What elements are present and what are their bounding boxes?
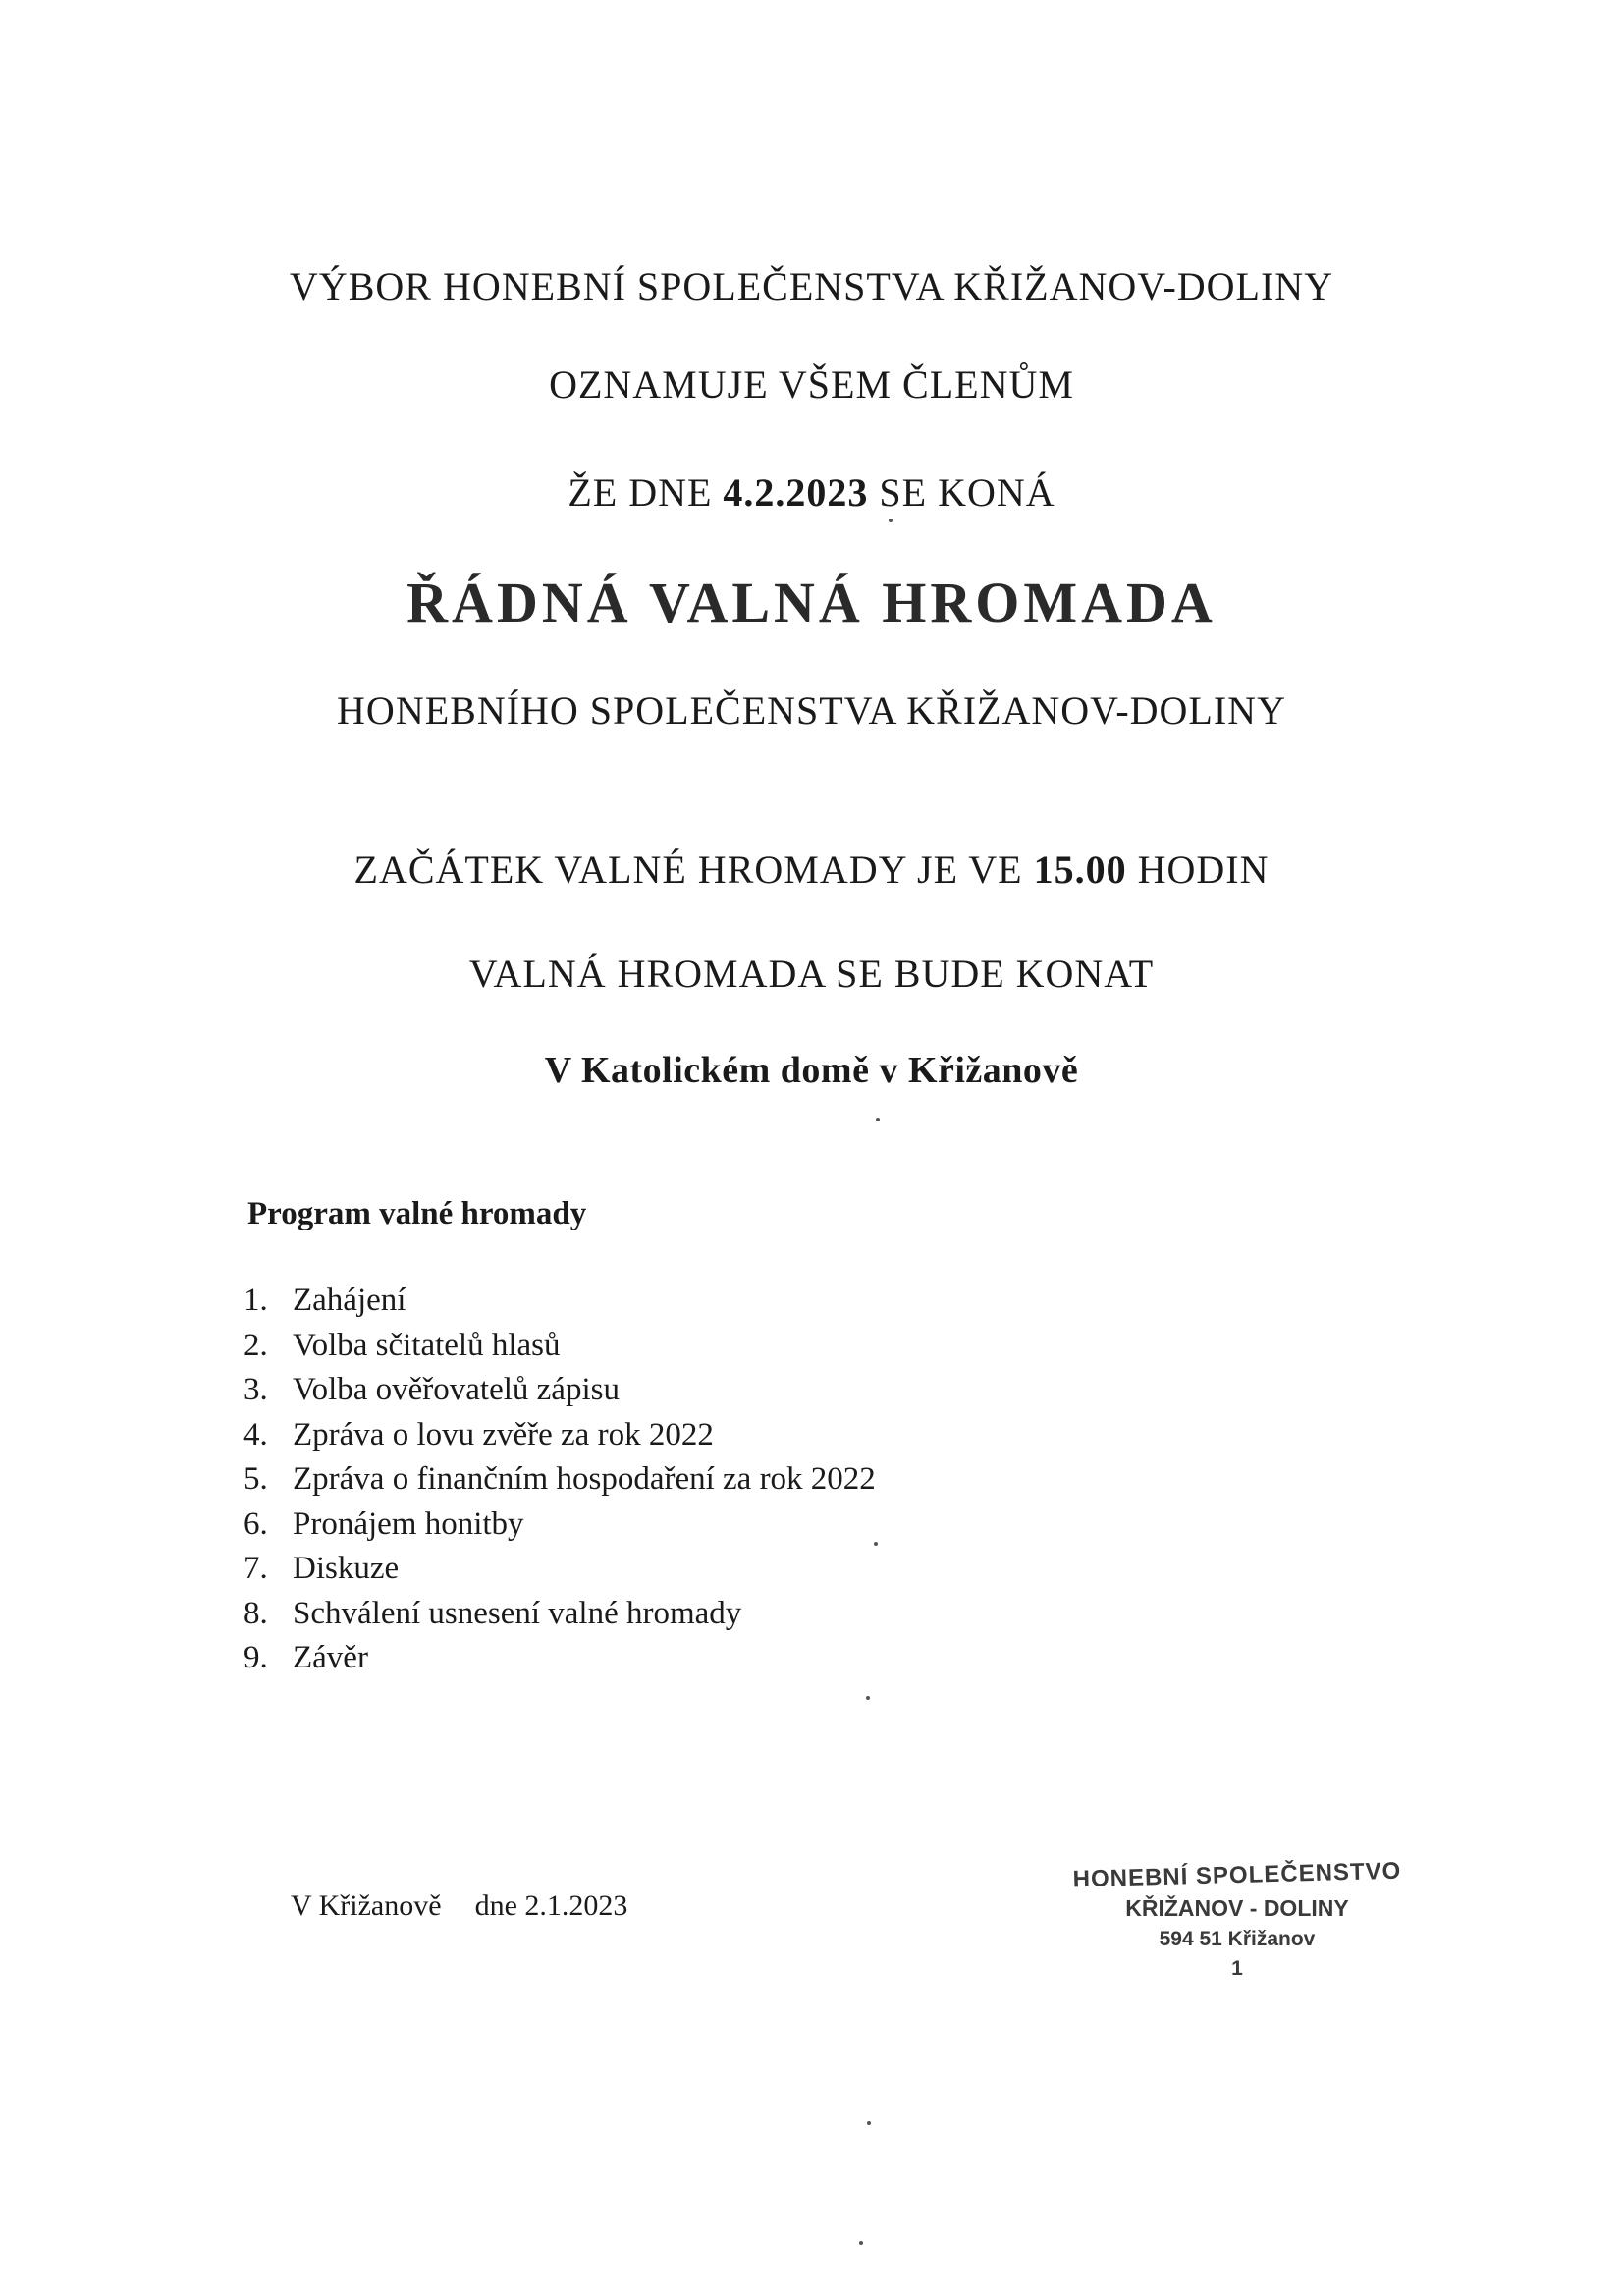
agenda-item [243, 1592, 876, 1637]
agenda-item [243, 1413, 876, 1458]
agenda-list [243, 1279, 876, 1681]
agenda-item-text: Diskuze [293, 1551, 400, 1586]
venue-line: V Katolickém domě v Křižanově [544, 1050, 1079, 1091]
stamp-line-number: 1 [1231, 1957, 1243, 1980]
agenda-item [243, 1324, 876, 1369]
footer-date: dne 2.1.2023 [474, 1889, 628, 1922]
agenda-item-text: Zpráva o lovu zvěře za rok 2022 [293, 1416, 714, 1452]
footer-place: V Křižanově [291, 1889, 442, 1922]
stamp-line-locality: KŘIŽANOV - DOLINY [1125, 1895, 1349, 1921]
agenda-item-text: Pronájem honitby [293, 1505, 524, 1542]
stamp-line-name: HONEBNÍ SPOLEČENSTVO [1072, 1857, 1402, 1893]
meeting-date: 4.2.2023 [723, 470, 869, 515]
agenda-item-text: Závěr [293, 1640, 368, 1675]
agenda-item [243, 1503, 876, 1548]
stamp-line-postcode: 594 51 Křižanov [1159, 1928, 1316, 1950]
agenda-item-number: 7. [243, 1551, 268, 1586]
committee-line: VÝBOR HONEBNÍ SPOLEČENSTVA KŘIŽANOV-DOLINY [289, 264, 1334, 308]
venue-intro-line: VALNÁ HROMADA SE BUDE KONAT [468, 952, 1155, 996]
society-line: HONEBNÍHO SPOLEČENSTVA KŘIŽANOV-DOLINY [337, 688, 1286, 733]
date-line-prefix: ŽE DNE [568, 470, 724, 515]
scan-speck [889, 519, 893, 522]
signature-place-date [291, 1889, 627, 1923]
agenda-item [243, 1636, 876, 1681]
start-time: 15.00 [1033, 847, 1127, 892]
agenda-item-text: Schválení usnesení valné hromady [293, 1595, 742, 1631]
scan-speck [876, 1118, 880, 1121]
agenda-item-number: 4. [243, 1416, 268, 1452]
agenda-item-text: Volba sčitatelů hlasů [293, 1327, 561, 1363]
start-time-suffix: HODIN [1126, 847, 1270, 892]
program-title: Program valné hromady [247, 1196, 587, 1231]
agenda-item [243, 1279, 876, 1324]
agenda-item-text: Zahájení [293, 1283, 406, 1318]
agenda-item-number: 8. [243, 1595, 268, 1631]
start-time-prefix: ZAČÁTEK VALNÉ HROMADY JE VE [353, 847, 1034, 892]
scan-speck [859, 2241, 863, 2245]
scan-speck [867, 2121, 871, 2125]
agenda-item [243, 1457, 876, 1503]
scan-speck [874, 1542, 878, 1546]
agenda-item-text: Volba ověřovatelů zápisu [293, 1372, 620, 1407]
announce-line: OZNAMUJE VŠEM ČLENŮM [549, 362, 1074, 407]
agenda-item-number: 9. [243, 1640, 268, 1675]
agenda-item-number: 6. [243, 1505, 268, 1542]
scan-speck [866, 1696, 870, 1700]
agenda-item-number: 2. [243, 1327, 268, 1363]
start-time-line [0, 847, 1623, 893]
society-stamp [1021, 1857, 1453, 1981]
agenda-item [243, 1547, 876, 1592]
agenda-item-text: Zpráva o finančním hospodaření za rok 2022 [293, 1461, 876, 1497]
agenda-item-number: 3. [243, 1372, 268, 1407]
agenda-item [243, 1368, 876, 1413]
date-line-suffix: SE KONÁ [868, 470, 1055, 515]
agenda-item-number: 5. [243, 1461, 268, 1497]
agenda-item-number: 1. [243, 1283, 268, 1318]
meeting-title: ŘÁDNÁ VALNÁ HROMADA [406, 571, 1217, 634]
date-line [0, 469, 1623, 516]
